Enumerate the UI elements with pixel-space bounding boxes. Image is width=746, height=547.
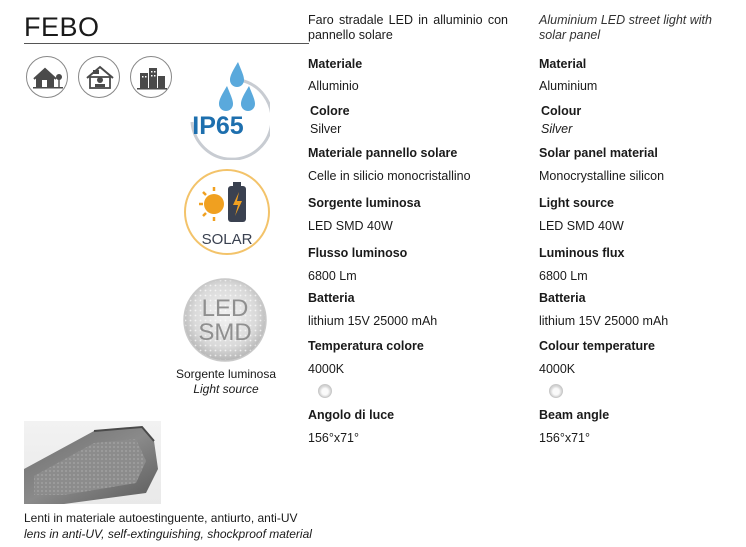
spec-it-flux-value: 6800 Lm [308,269,357,283]
spec-en-source-value: LED SMD 40W [539,219,624,233]
spec-it-source-label: Sorgente luminosa [308,196,421,210]
title-divider [24,43,309,44]
spec-en-flux-label: Luminous flux [539,246,625,260]
spec-it-temp-label: Temperatura colore [308,339,424,353]
solar-text: SOLAR [201,231,253,248]
spec-it-panel-label: Materiale pannello solare [308,146,458,160]
water-drop-icon [230,62,244,87]
lens-description-it: Lenti in materiale autoestinguente, antiurto, anti-UV [24,511,298,525]
spec-it-material-value: Alluminio [308,79,359,93]
lamp-product-image [24,421,161,504]
spec-en-battery-value: lithium 15V 25000 mAh [539,314,669,328]
spec-it-beam-label: Angolo di luce [308,408,395,422]
spec-it-panel-value: Celle in silicio monocristallino [308,169,471,183]
sun-icon [204,194,224,214]
spec-it-source-value: LED SMD 40W [308,219,393,233]
spec-en-panel-value: Monocrystalline silicon [539,169,665,183]
colour-temperature-swatch [549,384,563,398]
spec-en-material-label: Material [539,57,587,71]
solar-badge [184,168,272,261]
spec-en-temp-value: 4000K [539,362,576,376]
city-buildings-icon [130,56,172,98]
light-source-caption-en: Light source [193,382,259,396]
spec-en-flux-value: 6800 Lm [539,269,588,283]
lens-description-en: lens in anti-UV, self-extinguishing, shockproof material [24,527,312,541]
spec-en-beam-label: Beam angle [539,408,610,422]
led-text: LED [201,295,249,322]
smd-text: SMD [198,319,252,346]
spec-en-temp-label: Colour temperature [539,339,655,353]
description-en: Aluminium LED street light with solar panel [539,13,712,42]
spec-it-colour-label: Colore [310,104,350,118]
light-source-caption [165,367,287,397]
ip65-badge [178,60,270,165]
spec-it-flux-label: Flusso luminoso [308,246,408,260]
spec-it-material-label: Materiale [308,57,363,71]
product-title: FEBO [24,12,100,42]
spec-it-temp-value: 4000K [308,362,345,376]
spec-it-battery-value: lithium 15V 25000 mAh [308,314,438,328]
spec-it-colour-value: Silver [310,122,342,136]
lens-description [24,510,312,542]
ip-rating-text: IP65 [192,112,244,140]
description-it: Faro stradale LED in alluminio con pannello solare [308,13,508,42]
colour-temperature-swatch [318,384,332,398]
home-camera-icon [78,56,120,98]
home-garden-icon [26,56,68,98]
led-smd-badge [183,278,271,371]
spec-en-source-label: Light source [539,196,615,210]
spec-en-colour-label: Colour [541,104,582,118]
light-source-caption-it: Sorgente luminosa [175,367,277,381]
spec-en-colour-value: Silver [541,122,573,136]
spec-en-material-value: Aluminium [539,79,598,93]
spec-en-battery-label: Batteria [539,291,586,305]
spec-it-battery-label: Batteria [308,291,355,305]
spec-en-panel-label: Solar panel material [539,146,658,160]
spec-it-beam-value: 156°x71° [308,431,360,445]
spec-en-beam-value: 156°x71° [539,431,591,445]
